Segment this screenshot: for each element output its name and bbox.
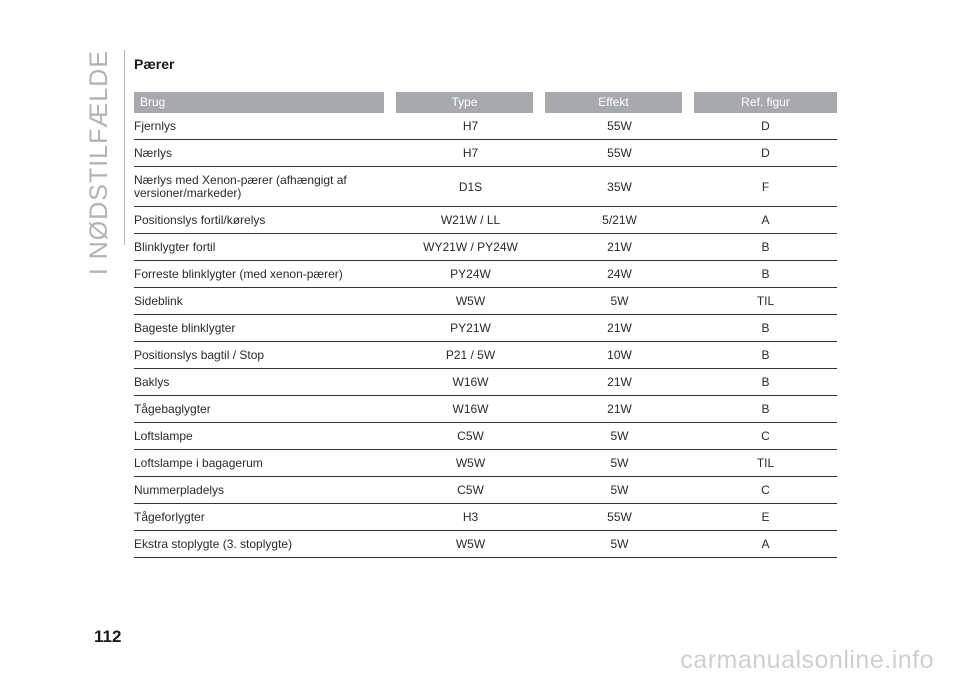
cell-type: W5W xyxy=(455,537,486,551)
cell-figure-ref: C xyxy=(761,429,770,443)
page-number: 112 xyxy=(94,627,122,646)
cell-usage: Sideblink xyxy=(134,293,183,308)
cell-figure-ref: B xyxy=(761,240,770,254)
table-row xyxy=(134,477,837,504)
cell-type: C5W xyxy=(457,429,484,443)
table-body xyxy=(134,113,837,558)
cell-figure-ref: A xyxy=(761,213,770,227)
cell-power: 24W xyxy=(607,267,632,281)
cell-type: W5W xyxy=(455,294,486,308)
cell-figure-ref: B xyxy=(761,375,770,389)
cell-usage: Baklys xyxy=(134,374,170,389)
cell-power: 55W xyxy=(607,146,632,160)
cell-figure-ref: TIL xyxy=(756,294,775,308)
cell-figure-ref: D xyxy=(761,119,770,133)
header-power: Effekt xyxy=(545,92,682,113)
header-usage: Brug xyxy=(134,92,384,113)
cell-usage: Loftslampe xyxy=(134,428,193,443)
cell-type: W16W xyxy=(452,375,489,389)
cell-power: 10W xyxy=(607,348,632,362)
cell-power: 21W xyxy=(607,375,632,389)
cell-figure-ref: B xyxy=(761,348,770,362)
cell-power: 21W xyxy=(607,240,632,254)
table-row xyxy=(134,450,837,477)
cell-type: WY21W / PY24W xyxy=(423,240,518,254)
section-title: Pærer xyxy=(134,56,175,72)
cell-type: D1S xyxy=(458,179,483,194)
cell-power: 5/21W xyxy=(602,213,637,227)
table-row xyxy=(134,315,837,342)
cell-power: 55W xyxy=(607,510,632,524)
cell-usage: Nærlys med Xenon-pærer (afhængigt af versioner/markeder) xyxy=(134,172,347,200)
cell-type: W21W / LL xyxy=(440,213,501,227)
table-row xyxy=(134,369,837,396)
table-row xyxy=(134,234,837,261)
table-header xyxy=(134,92,837,113)
table-row xyxy=(134,140,837,167)
cell-usage: Positionslys bagtil / Stop xyxy=(134,347,265,362)
chapter-side-title xyxy=(82,50,116,276)
cell-power: 5W xyxy=(610,456,629,470)
cell-type: PY21W xyxy=(450,321,491,335)
cell-usage: Positionslys fortil/kørelys xyxy=(134,212,266,227)
watermark-text: carmanualsonline.info xyxy=(680,646,934,674)
cell-figure-ref: B xyxy=(761,321,770,335)
cell-power: 21W xyxy=(607,321,632,335)
cell-figure-ref: D xyxy=(761,146,770,160)
cell-type: H7 xyxy=(462,146,479,160)
table-row xyxy=(134,207,837,234)
cell-power: 35W xyxy=(607,179,632,194)
cell-usage: Fjernlys xyxy=(134,118,177,133)
cell-figure-ref: C xyxy=(761,483,770,497)
table-row xyxy=(134,396,837,423)
cell-power: 5W xyxy=(610,537,629,551)
cell-type: H3 xyxy=(462,510,479,524)
cell-usage: Nærlys xyxy=(134,145,172,160)
cell-figure-ref: A xyxy=(761,537,770,551)
cell-figure-ref: E xyxy=(761,510,770,524)
table-row xyxy=(134,113,837,140)
table-row xyxy=(134,288,837,315)
cell-power: 55W xyxy=(607,119,632,133)
cell-usage: Loftslampe i bagagerum xyxy=(134,455,263,470)
cell-power: 5W xyxy=(610,294,629,308)
cell-usage: Ekstra stoplygte (3. stoplygte) xyxy=(134,536,293,551)
table-row xyxy=(134,504,837,531)
header-figure-ref: Ref. figur xyxy=(694,92,837,113)
cell-usage: Forreste blinklygter (med xenon-pærer) xyxy=(134,266,343,281)
cell-usage: Nummerpladelys xyxy=(134,482,225,497)
cell-type: H7 xyxy=(462,119,479,133)
header-type: Type xyxy=(396,92,533,113)
cell-type: W16W xyxy=(452,402,489,416)
table-row xyxy=(134,342,837,369)
cell-usage: Tågebaglygter xyxy=(134,401,211,416)
chapter-title-text: I NØDSTILFÆLDE xyxy=(85,50,113,276)
cell-power: 21W xyxy=(607,402,632,416)
cell-usage: Bageste blinklygter xyxy=(134,320,236,335)
table-row xyxy=(134,531,837,558)
cell-type: W5W xyxy=(455,456,486,470)
cell-figure-ref: TIL xyxy=(756,456,775,470)
cell-type: P21 / 5W xyxy=(445,348,496,362)
cell-usage: Tågeforlygter xyxy=(134,509,205,524)
cell-figure-ref: B xyxy=(761,402,770,416)
cell-power: 5W xyxy=(610,483,629,497)
table-row xyxy=(134,167,837,207)
bulb-table xyxy=(134,92,837,558)
table-row xyxy=(134,261,837,288)
cell-usage: Blinklygter fortil xyxy=(134,239,216,254)
cell-type: C5W xyxy=(457,483,484,497)
cell-figure-ref: F xyxy=(761,179,770,194)
chapter-divider xyxy=(124,50,125,245)
cell-type: PY24W xyxy=(450,267,491,281)
cell-figure-ref: B xyxy=(761,267,770,281)
cell-power: 5W xyxy=(610,429,629,443)
table-row xyxy=(134,423,837,450)
